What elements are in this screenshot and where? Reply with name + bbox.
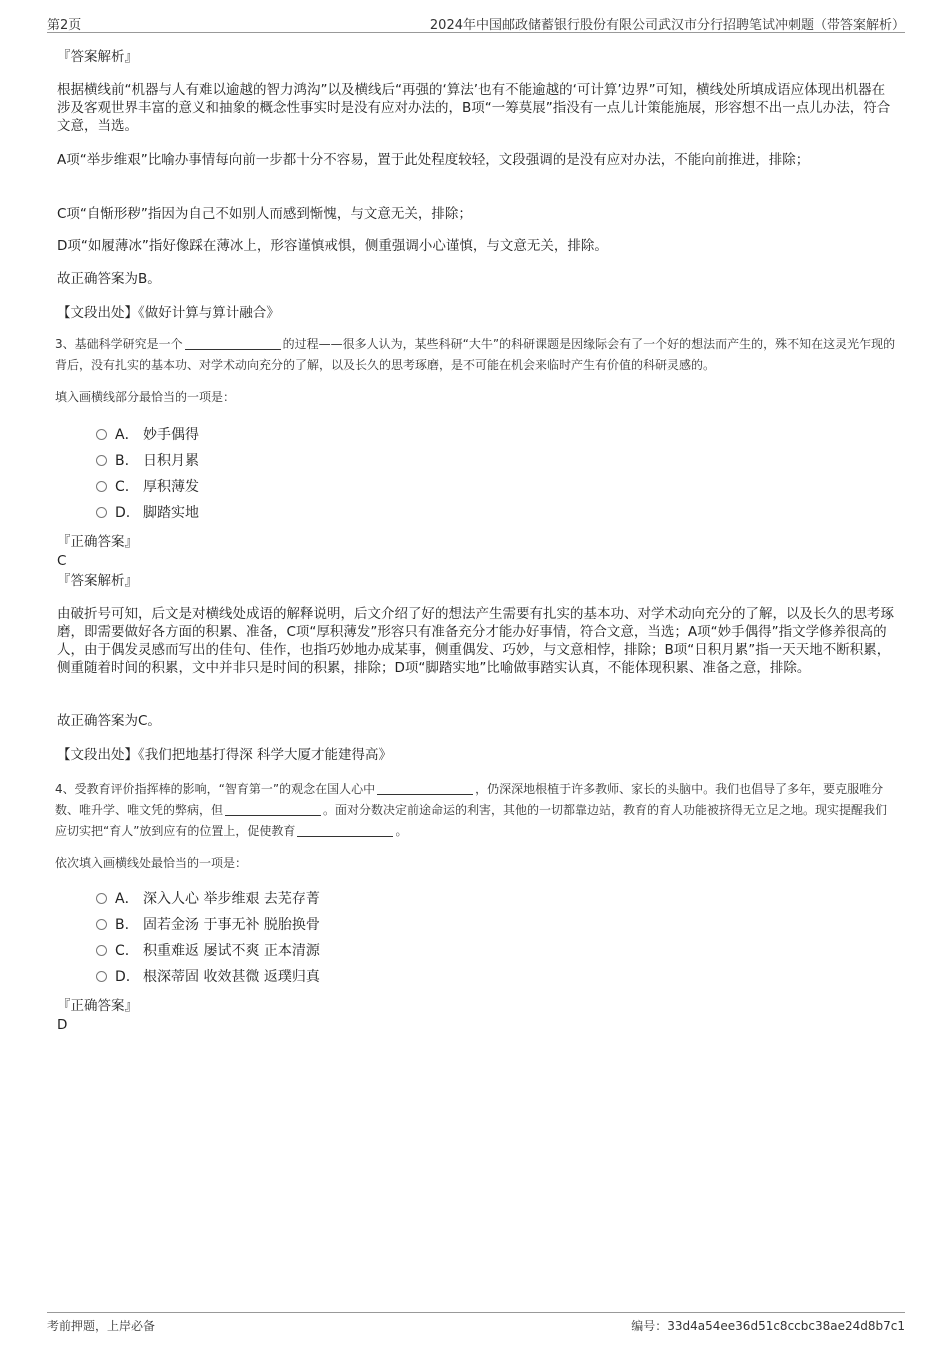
q3-option-b[interactable]: B. 日积月累 (96, 451, 199, 471)
footer-slogan: 考前押题，上岸必备 (47, 1319, 156, 1333)
q3-option-a[interactable]: A． 妙手偶得 (96, 425, 199, 445)
page-header (47, 12, 905, 33)
q4-option-c[interactable]: C. 积重难返 屡试不爽 正本清源 (96, 941, 320, 961)
q4-blank-3 (297, 824, 393, 837)
q3-stem-rest: 的过程——很多人认为，某些科研“大牛”的科研课题是因缘际会有了一个好的想法而产生的，殊不知在这灵光乍现的背后，没有扎实的基本功、对学术动向充分的了解，以及长久的思考琢磨，是不可能在机会来临时产生有价值的科研灵感的。 (55, 337, 896, 372)
prev-analysis-label: 『答案解析』 (57, 49, 138, 65)
document-title: 2024年中国邮政储蓄银行股份有限公司武汉市分行招聘笔试冲刺题（带答案解析） (429, 18, 905, 33)
radio-icon[interactable] (96, 429, 107, 440)
radio-icon[interactable] (96, 919, 107, 930)
q4-stem: 4、受教育评价指挥棒的影响，“智育第一”的观念在国人心中 ，仍深深地根植于许多教师、家长的头脑中。我们也倡导了多年，要克服唯分数、唯升学、唯文凭的弊病，但 。面对分数决定前途命运的利害，其他的一切都靠边站，教育的育人功能被挤得无立足之地。现实提醒我们应切实把“育人”放到应有的位置上，促使教育 。 (55, 782, 888, 838)
q3-prompt: 填入画横线部分最恰当的一项是： (55, 390, 236, 404)
q3-option-c[interactable]: C. 厚积薄发 (96, 477, 199, 497)
q3-stem-prefix: 3、基础科学研究是一个 (55, 337, 183, 351)
radio-icon[interactable] (96, 945, 107, 956)
q4-option-d[interactable]: D. 根深蒂固 收效甚微 返璞归真 (96, 967, 320, 987)
prev-item-a: A项“举步维艰”比喻办事情每向前一步都十分不容易，置于此处程度较轻，文段强调的是没有应对办法，不能向前推进，排除； (57, 152, 810, 168)
page-number: 第2页 (47, 18, 82, 33)
radio-icon[interactable] (96, 455, 107, 466)
q4-prompt: 依次填入画横线处最恰当的一项是： (55, 856, 248, 870)
radio-icon[interactable] (96, 481, 107, 492)
q3-answer: C (57, 553, 67, 569)
q3-analysis-label: 『答案解析』 (57, 573, 138, 589)
q4-option-a[interactable]: A． 深入人心 举步维艰 去芜存菁 (96, 889, 320, 909)
radio-icon[interactable] (96, 507, 107, 518)
q4-answer: D (57, 1017, 68, 1033)
prev-source: 【文段出处】《做好计算与算计融合》 (57, 305, 280, 321)
page-footer (47, 1312, 905, 1333)
radio-icon[interactable] (96, 893, 107, 904)
q3-analysis: 由破折号可知，后文是对横线处成语的解释说明，后文介绍了好的想法产生需要有扎实的基本功、对学术动向充分的了解，以及长久的思考琢磨，即需要做好各方面的积累、准备，C项“厚积薄发”形容只有准备充分才能办好事情，符合文意，当选；A项“妙手偶得”指文学修养很高的人，由于偶发灵感而写出的佳句、佳作，也指巧妙地办成某事，侧重偶发、巧妙，与文意相悖，排除；B项“日积月累”指一天天地不断积累，侧重随着时间的积累，文中并非只是时间的积累，排除；D项“脚踏实地”比喻做事踏实认真，不能体现积累、准备之意，排除。 (57, 606, 894, 676)
q3-source: 【文段出处】《我们把地基打得深 科学大厦才能建得高》 (57, 747, 393, 763)
q4-option-b[interactable]: B. 固若金汤 于事无补 脱胎换骨 (96, 915, 320, 935)
prev-conclusion: 故正确答案为B。 (57, 271, 161, 287)
q3-blank (185, 337, 281, 350)
prev-item-d: D项“如履薄冰”指好像踩在薄冰上，形容谨慎戒惧，侧重强调小心谨慎，与文意无关，排除。 (57, 238, 608, 254)
q3-stem (55, 334, 897, 376)
q3-option-d[interactable]: D. 脚踏实地 (96, 503, 199, 523)
q3-conclusion: 故正确答案为C。 (57, 713, 161, 729)
q3-answer-label: 『正确答案』 (57, 534, 138, 550)
footer-serial: 编号：33d4a54ee36d51c8ccbc38ae24d8b7c1 (631, 1319, 905, 1333)
prev-item-c: C项“自惭形秽”指因为自己不如别人而感到惭愧，与文意无关，排除； (57, 206, 472, 222)
q4-answer-label: 『正确答案』 (57, 998, 138, 1014)
q4-blank-2 (225, 803, 321, 816)
q4-blank-1 (377, 782, 473, 795)
radio-icon[interactable] (96, 971, 107, 982)
prev-analysis-text: 根据横线前“机器与人有难以逾越的智力鸿沟”以及横线后“再强的‘算法’也有不能逾越的‘可计算’边界”可知，横线处所填成语应体现出机器在涉及客观世界丰富的意义和抽象的概念性事实时是没有应对办法的，B项“一筹莫展”指没有一点儿计策能施展，形容想不出一点儿办法，符合文意，当选。 (57, 82, 891, 134)
